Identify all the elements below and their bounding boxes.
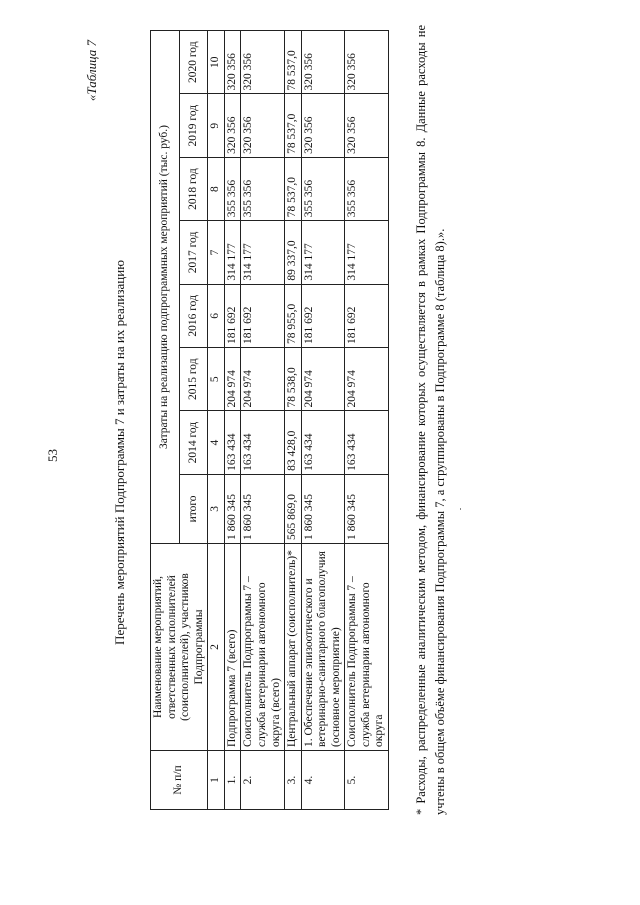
cell-2018: 78 537,0: [285, 157, 302, 220]
cell-2017: 314 177: [224, 221, 241, 284]
cell-2018: 355 356: [241, 157, 285, 220]
header-name: Наименование мероприятий, ответственных исполнителей (соисполнителей), участников Подпрограммы: [151, 544, 208, 751]
header-year-2016: 2016 год: [179, 284, 208, 347]
cell-2020: 320 356: [224, 31, 241, 94]
cell-2020: 78 537,0: [285, 31, 302, 94]
row-name: Соисполнитель Подпрограммы 7 – служба ветеринарии автономного округа (всего): [241, 544, 285, 751]
cell-total: 565 869,0: [285, 474, 302, 543]
cell-2015: 78 538,0: [285, 348, 302, 411]
header-year-2020: 2020 год: [179, 31, 208, 94]
col-number: 1: [208, 751, 225, 810]
table-row: [285, 31, 302, 810]
col-number: 7: [208, 221, 225, 284]
col-number: 5: [208, 348, 225, 411]
table-row: [301, 31, 345, 810]
column-number-row: [208, 31, 225, 810]
cell-total: 1 860 345: [345, 474, 389, 543]
table-row: [241, 31, 285, 810]
row-name: 1. Обеспечение эпизоотического и ветеринарно-санитарного благополучия (основное мероприятие): [301, 544, 345, 751]
col-number: 2: [208, 544, 225, 751]
table-row: [224, 31, 241, 810]
table-label: «Таблица 7: [84, 40, 99, 102]
cell-2019: 320 356: [241, 94, 285, 157]
cell-2018: 355 356: [301, 157, 345, 220]
row-name: Соисполнитель Подпрограммы 7 – служба ветеринарии автономного округа: [345, 544, 389, 751]
page-number: 53: [45, 449, 60, 462]
table-title: Перечень мероприятий Подпрограммы 7 и затраты на их реализацию: [112, 260, 127, 645]
cell-2019: 78 537,0: [285, 94, 302, 157]
cell-2014: 163 434: [241, 411, 285, 474]
row-number: 5.: [345, 751, 389, 810]
col-number: 6: [208, 284, 225, 347]
col-number: 4: [208, 411, 225, 474]
cell-2017: 314 177: [345, 221, 389, 284]
cell-2017: 314 177: [241, 221, 285, 284]
col-number: 3: [208, 474, 225, 543]
row-number: 2.: [241, 751, 285, 810]
footnote: * Расходы, распределенные аналитическим методом, финансирование которых осуществляется в рамках Подпрограммы 8. Данные расходы не учтены в общем объёме финансирования Подпрограммы 7, а сгруппированы в Подпрограмме 8 (таблица 8).».: [414, 25, 448, 815]
header-year-2018: 2018 год: [179, 157, 208, 220]
cell-2018: 355 356: [345, 157, 389, 220]
header-year-2017: 2017 год: [179, 221, 208, 284]
row-number: 1.: [224, 751, 241, 810]
cell-2014: 163 434: [301, 411, 345, 474]
cell-2016: 181 692: [224, 284, 241, 347]
cell-2015: 204 974: [301, 348, 345, 411]
cell-2014: 163 434: [224, 411, 241, 474]
col-number: 9: [208, 94, 225, 157]
cell-2014: 163 434: [345, 411, 389, 474]
cell-2018: 355 356: [224, 157, 241, 220]
cell-2014: 83 428,0: [285, 411, 302, 474]
scan-speck: [460, 508, 461, 510]
col-number: 8: [208, 157, 225, 220]
cell-2017: 89 337,0: [285, 221, 302, 284]
cell-2017: 314 177: [301, 221, 345, 284]
header-year-2015: 2015 год: [179, 348, 208, 411]
cell-total: 1 860 345: [224, 474, 241, 543]
table-header-row: [151, 31, 180, 810]
cell-2020: 320 356: [241, 31, 285, 94]
cell-2015: 204 974: [345, 348, 389, 411]
cell-total: 1 860 345: [241, 474, 285, 543]
cell-2015: 204 974: [241, 348, 285, 411]
cell-total: 1 860 345: [301, 474, 345, 543]
row-number: 4.: [301, 751, 345, 810]
header-costs: Затраты на реализацию подпрограммных мероприятий (тыс. руб.): [151, 31, 180, 544]
cell-2016: 181 692: [345, 284, 389, 347]
row-number: 3.: [285, 751, 302, 810]
header-year-2014: 2014 год: [179, 411, 208, 474]
row-name: Центральный аппарат (соисполнитель)*: [285, 544, 302, 751]
row-name: Подпрограмма 7 (всего): [224, 544, 241, 751]
col-number: 10: [208, 31, 225, 94]
cell-2019: 320 356: [224, 94, 241, 157]
cell-2016: 181 692: [301, 284, 345, 347]
cell-2016: 181 692: [241, 284, 285, 347]
header-year-2019: 2019 год: [179, 94, 208, 157]
measures-table: [150, 30, 389, 810]
header-num: № п/п: [151, 751, 208, 810]
cell-2015: 204 974: [224, 348, 241, 411]
cell-2020: 320 356: [301, 31, 345, 94]
cell-2019: 320 356: [301, 94, 345, 157]
cell-2020: 320 356: [345, 31, 389, 94]
cell-2016: 78 955,0: [285, 284, 302, 347]
cell-2019: 320 356: [345, 94, 389, 157]
table-row: [345, 31, 389, 810]
header-total: итого: [179, 474, 208, 543]
